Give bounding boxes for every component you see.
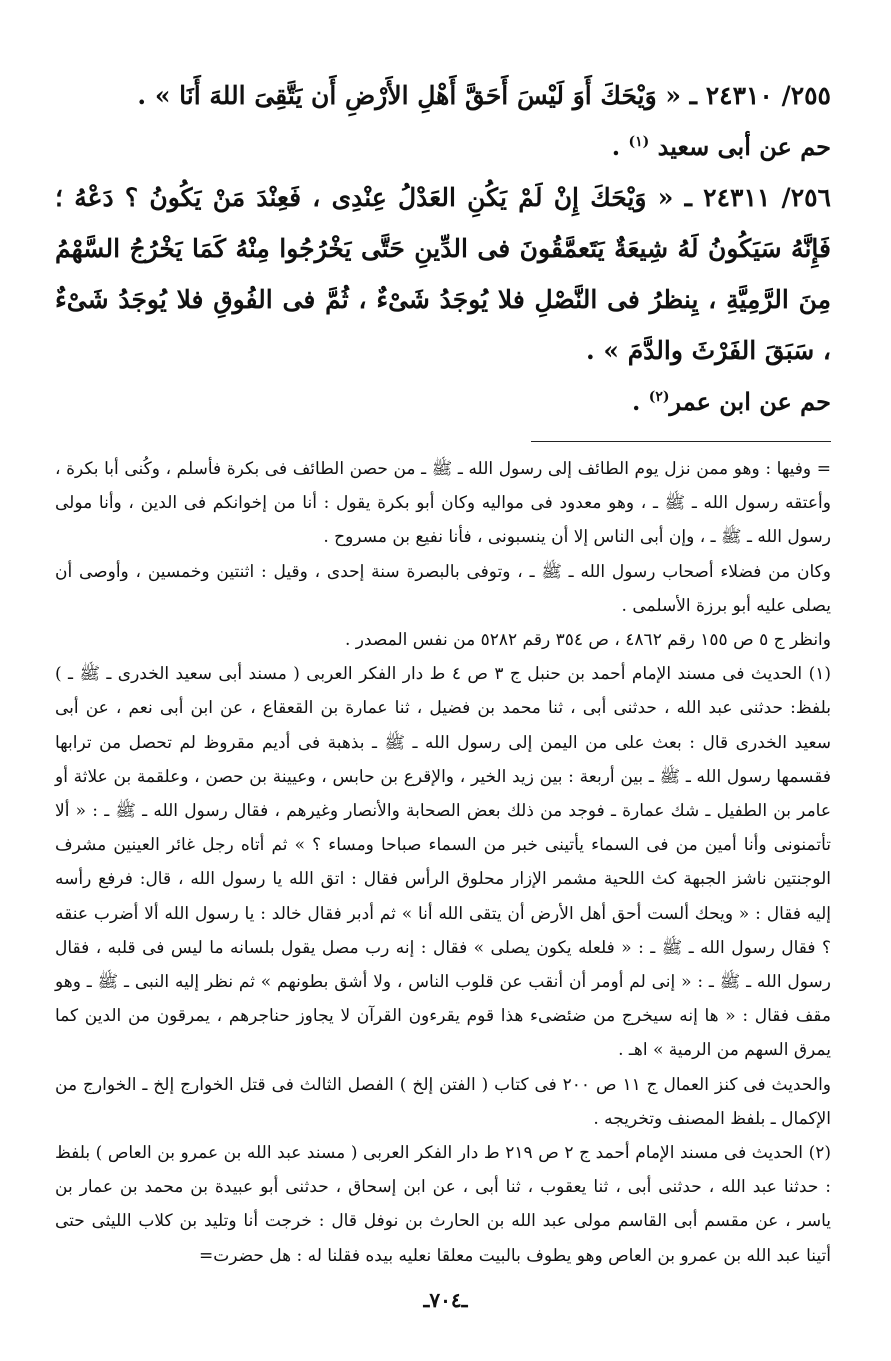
footnotes (55, 452, 831, 1273)
footnote-continuation: = وفيها : وهو ممن نزل يوم الطائف إلى رسول الله ـ ﷺ ـ من حصن الطائف فى بكرة فأسلم ، وكُنى أبا بكرة ، وأعتقه رسول الله ـ ﷺ ـ ، وهو معدود فى مواليه وكان أبو بكرة يقول : أنا من إخوانكم فى الدين ، وأنا مولى رسول الله ـ ﷺ ـ ، وإن أبى الناس إلا أن ينسبونى ، فأنا نفيع بن مسروح . (55, 459, 831, 548)
footnote-ref: (١) (628, 134, 650, 150)
page-number: ـ٧٠٤ـ (423, 1288, 468, 1312)
footnote-continuation: وانظر ج ٥ ص ١٥٥ رقم ٤٨٦٢ ، ص ٣٥٤ رقم ٥٢٨٢ من نفس المصدر . (344, 630, 831, 651)
footnote-2: (٢) الحديث فى مسند الإمام أحمد ج ٢ ص ٢١٩ ط دار الفكر العربى ( مسند عبد الله بن عمرو بن العاص ) بلفظ : حدثنا عبد الله ، حدثنى أبى ، ثنا يعقوب ، ثنا أبى ، عن ابن إسحاق ، حدثنى أبو عبيدة بن محمد بن عمار بن ياسر ، عن مقسم أبى القاسم مولى عبد الله بن الحارث بن نوفل قال : خرجت أنا وتليد بن كلاب الليثى حتى أتينا عبد الله بن عمرو بن العاص وهو يطوف بالبيت معلقا نعليه بيده فقلنا له : هل حضرت= (55, 1143, 831, 1266)
footnote-1: (١) الحديث فى مسند الإمام أحمد بن حنبل ج ٣ ص ٤ ط دار الفكر العربى ( مسند أبى سعيد الخدرى ـ ﷺ ـ ) بلفظ: حدثنى عبد الله ، حدثنى أبى ، ثنا محمد بن فضيل ، ثنا عمارة بن القعقاع ، عن ابن أبى نعم ، عن أبى سعيد الخدرى قال : بعث على من اليمن إلى رسول الله ـ ﷺ ـ بذهبة فى أديم مقروظ لم تحصل من ترابها فقسمها رسول الله ـ ﷺ ـ بين أربعة : بين زيد الخير ، والإقرع بن حابس ، وعيينة بن حصن ، وعلقمة بن علاثة أو عامر بن الطفيل ـ شك عمارة ـ فوجد من ذلك بعض الصحابة والأنصار وغيرهم ، فقال رسول الله ـ ﷺ ـ : « ألا تأتمنونى وأنا أمين من فى السماء يأتينى خبر من السماء صباحا ومساء ؟ » ثم أتاه رجل غائر العينين مشرف الوجنتين ناشز الجبهة كث اللحية مشمر الإزار محلوق الرأس فقال : اتق الله يا رسول الله ، قال: فرفع رأسه إليه فقال : « ويحك ألست أحق أهل الأرض أن يتقى الله أنا » ثم أدبر فقال خالد : يا رسول الله ألا أضرب عنقه ؟ فقال رسول الله ـ ﷺ ـ : « فلعله يكون يصلى » فقال : إنه رب مصل يقول بلسانه ما ليس فى قلبه ، فقال رسول الله ـ ﷺ ـ : « إنى لم أومر أن أنقب عن قلوب الناس ، ولا أشق بطونهم » ثم نظر إليه النبى ـ ﷺ ـ وهو مقف فقال : « ها إنه سيخرج من ضئضىء هذا قوم يقرءون القرآن لا يجاوز حناجرهم ، يمرقون من الدين كما يمرق السهم من الرمية » اهـ . (55, 664, 831, 1061)
source-text: حم عن ابن عمر (669, 387, 831, 416)
main-text (55, 70, 831, 427)
hadith-256: ٢٥٦/ ٢٤٣١١ ـ « وَيْحَكَ إِنْ لَمْ يَكُنِ العَدْلُ عِنْدِى ، فَعِنْدَ مَنْ يَكُونُ ؟ دَعْهُ ؛ فَإِنَّهُ سَيَكُونُ لَهُ شِيعَةٌ يَتَعمَّقُونَ فى الدِّينِ حَتَّى يَخْرُجُوا مِنْهُ كَمَا يَخْرُجُ السَّهْمُ مِنَ الرَّمِيَّةِ ، يِنظرُ فى النَّصْلِ فلا يُوجَدُ شَىْءٌ ، ثُمَّ فى الفُوقِ فلا يُوجَدُ شَىْءٌ ، سَبَقَ الفَرْثَ والدَّمَ » . (55, 183, 831, 365)
source-end: . (631, 387, 649, 416)
source-end: . (611, 132, 629, 161)
hadith-255-source (55, 121, 831, 172)
hadith-255: ٢٥٥/ ٢٤٣١٠ ـ « وَيْحَكَ أَوَ لَيْسَ أَحَقَّ أَهْلِ الأَرْضِ أَن يَتَّقِىَ اللهَ أَنَا » . (137, 81, 831, 110)
footnote-divider (531, 441, 831, 442)
source-text: حم عن أبى سعيد (657, 132, 831, 161)
footnote-1-continued: والحديث فى كنز العمال ج ١١ ص ٢٠٠ فى كتاب ( الفتن إلخ ) الفصل الثالث فى قتل الخوارج إلخ ـ الخوارج من الإكمال ـ بلفظ المصنف وتخريجه . (55, 1074, 831, 1129)
footnote-continuation: وكان من فضلاء أصحاب رسول الله ـ ﷺ ـ ، وتوفى بالبصرة سنة إحدى ، وقيل : اثنتين وخمسين ، وأوصى أن يصلى عليه أبو برزة الأسلمى . (55, 561, 831, 616)
footnote-ref: (٢) (648, 389, 670, 405)
hadith-256-source (55, 376, 831, 427)
